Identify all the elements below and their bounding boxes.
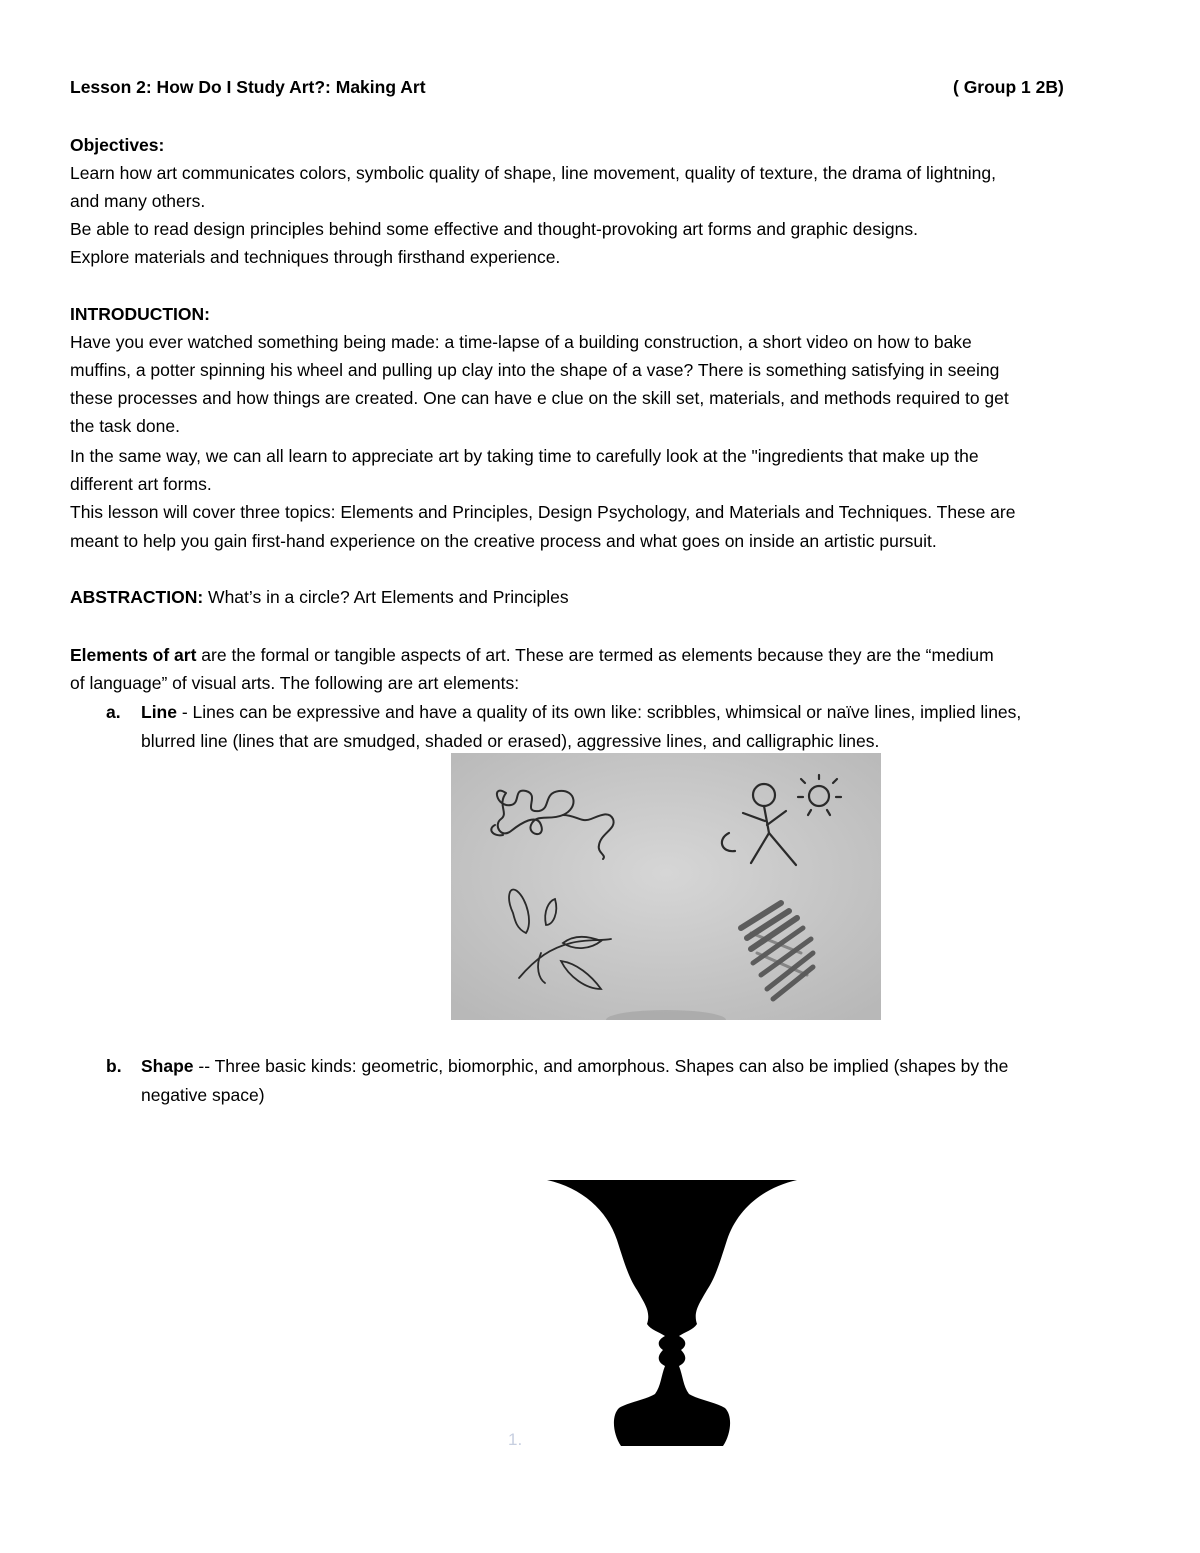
list-marker-b: b. — [106, 1056, 122, 1076]
introduction-line: Have you ever watched something being made: a time-lapse of a building construction, a short video on how to bake — [70, 332, 972, 352]
line-drawings-photo — [451, 753, 881, 1020]
introduction-heading: INTRODUCTION: — [70, 304, 210, 324]
elements-intro-text: are the formal or tangible aspects of art. These are termed as elements because they are the “medium — [196, 645, 994, 665]
objectives-line: Learn how art communicates colors, symbolic quality of shape, line movement, quality of texture, the drama of lightning, — [70, 163, 997, 183]
objectives-line: Explore materials and techniques through firsthand experience. — [70, 247, 561, 267]
introduction-line: In the same way, we can all learn to appreciate art by taking time to carefully look at the "ingredients that make up the — [70, 446, 979, 466]
page-number: 1. — [508, 1430, 523, 1449]
line-item-text2: blurred line (lines that are smudged, shaded or erased), aggressive lines, and calligraphic lines. — [141, 731, 880, 751]
line-item-term: Line — [141, 702, 177, 722]
elements-intro-line2: of language” of visual arts. The following are art elements: — [70, 673, 520, 693]
introduction-line: muffins, a potter spinning his wheel and pulling up clay into the shape of a vase? There is something satisfying in seeing — [70, 360, 1000, 380]
line-drawings-illustration — [451, 753, 881, 1020]
introduction-line: This lesson will cover three topics: Elements and Principles, Design Psychology, and Materials and Techniques. These are — [70, 502, 1016, 522]
shape-item-text — [141, 1055, 1008, 1077]
rubin-vase-image — [547, 1180, 797, 1446]
lesson-title: Lesson 2: How Do I Study Art?: Making Art — [70, 77, 426, 97]
abstraction-label: ABSTRACTION: — [70, 587, 204, 607]
abstraction-text: What’s in a circle? Art Elements and Principles — [203, 587, 569, 607]
objectives-line: and many others. — [70, 191, 206, 211]
shape-item-term: Shape — [141, 1056, 194, 1076]
objectives-line: Be able to read design principles behind some effective and thought-provoking art forms and graphic designs. — [70, 219, 918, 239]
objectives-heading: Objectives: — [70, 135, 165, 155]
group-label: ( Group 1 2B) — [953, 77, 1064, 97]
elements-term: Elements of art — [70, 645, 197, 665]
line-item-text — [141, 701, 1021, 723]
shape-item-text2: negative space) — [141, 1085, 265, 1105]
introduction-line: different art forms. — [70, 474, 212, 494]
elements-intro-line — [70, 644, 994, 666]
abstraction-line — [70, 586, 569, 608]
introduction-line: the task done. — [70, 416, 180, 436]
introduction-line: these processes and how things are created. One can have e clue on the skill set, materials, and methods required to get — [70, 388, 1009, 408]
introduction-line: meant to help you gain first-hand experience on the creative process and what goes on inside an artistic pursuit. — [70, 531, 937, 551]
rubin-vase-silhouette — [547, 1180, 797, 1446]
list-marker-a: a. — [106, 702, 121, 722]
shape-item-desc: -- Three basic kinds: geometric, biomorphic, and amorphous. Shapes can also be implied (shapes by the — [193, 1056, 1009, 1076]
line-item-desc: - Lines can be expressive and have a quality of its own like: scribbles, whimsical or naïve lines, implied lines, — [176, 702, 1022, 722]
